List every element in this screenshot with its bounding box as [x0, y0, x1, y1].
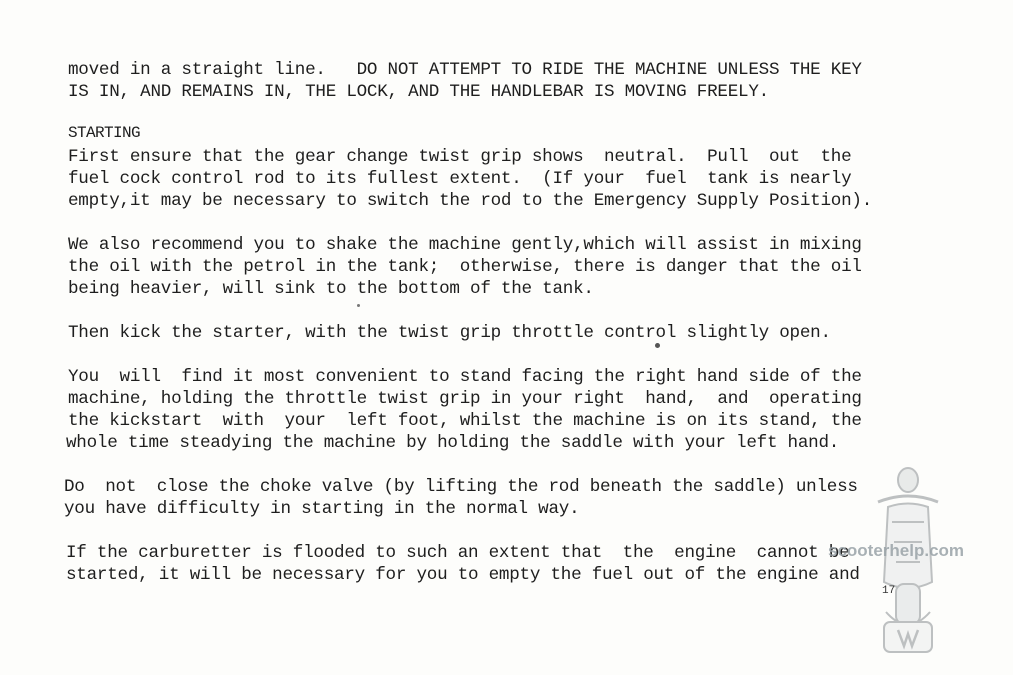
text-line: whole time steadying the machine by holding the saddle with your left hand. — [66, 433, 840, 453]
text-line: First ensure that the gear change twist grip shows neutral. Pull out the — [68, 147, 852, 167]
text-line: fuel cock control rod to its fullest extent. (If your fuel tank is nearly — [68, 169, 852, 189]
text-line: If the carburetter is flooded to such an extent that the engine cannot be — [66, 543, 850, 563]
section-heading: STARTING — [68, 124, 141, 142]
text-line: started, it will be necessary for you to empty the fuel out of the engine and — [66, 565, 860, 585]
scooter-icon — [858, 462, 958, 662]
watermark-text: scooterhelp.com — [828, 541, 965, 560]
text-line: machine, holding the throttle twist grip in your right hand, and operating — [68, 389, 862, 409]
text-line: you have difficulty in starting in the normal way. — [64, 499, 580, 519]
scan-speck — [357, 304, 360, 307]
text-line: being heavier, will sink to the bottom of the tank. — [68, 279, 594, 299]
text-line: moved in a straight line. DO NOT ATTEMPT TO RIDE THE MACHINE UNLESS THE KEY — [68, 60, 862, 80]
text-line: IS IN, AND REMAINS IN, THE LOCK, AND THE HANDLEBAR IS MOVING FREELY. — [68, 82, 769, 102]
text-line: We also recommend you to shake the machine gently,which will assist in mixing — [68, 235, 862, 255]
page-number: 17 — [882, 585, 896, 597]
text-line: empty,it may be necessary to switch the rod to the Emergency Supply Position). — [68, 191, 873, 211]
text-line: the oil with the petrol in the tank; otherwise, there is danger that the oil — [68, 257, 862, 277]
text-line: Then kick the starter, with the twist grip throttle control slightly open. — [68, 323, 831, 343]
text-line: the kickstart with your left foot, whilst the machine is on its stand, the — [68, 411, 862, 431]
text-line: You will find it most convenient to stand facing the right hand side of the — [68, 367, 862, 387]
scan-speck — [655, 343, 660, 348]
text-line: Do not close the choke valve (by lifting the rod beneath the saddle) unless — [64, 477, 858, 497]
